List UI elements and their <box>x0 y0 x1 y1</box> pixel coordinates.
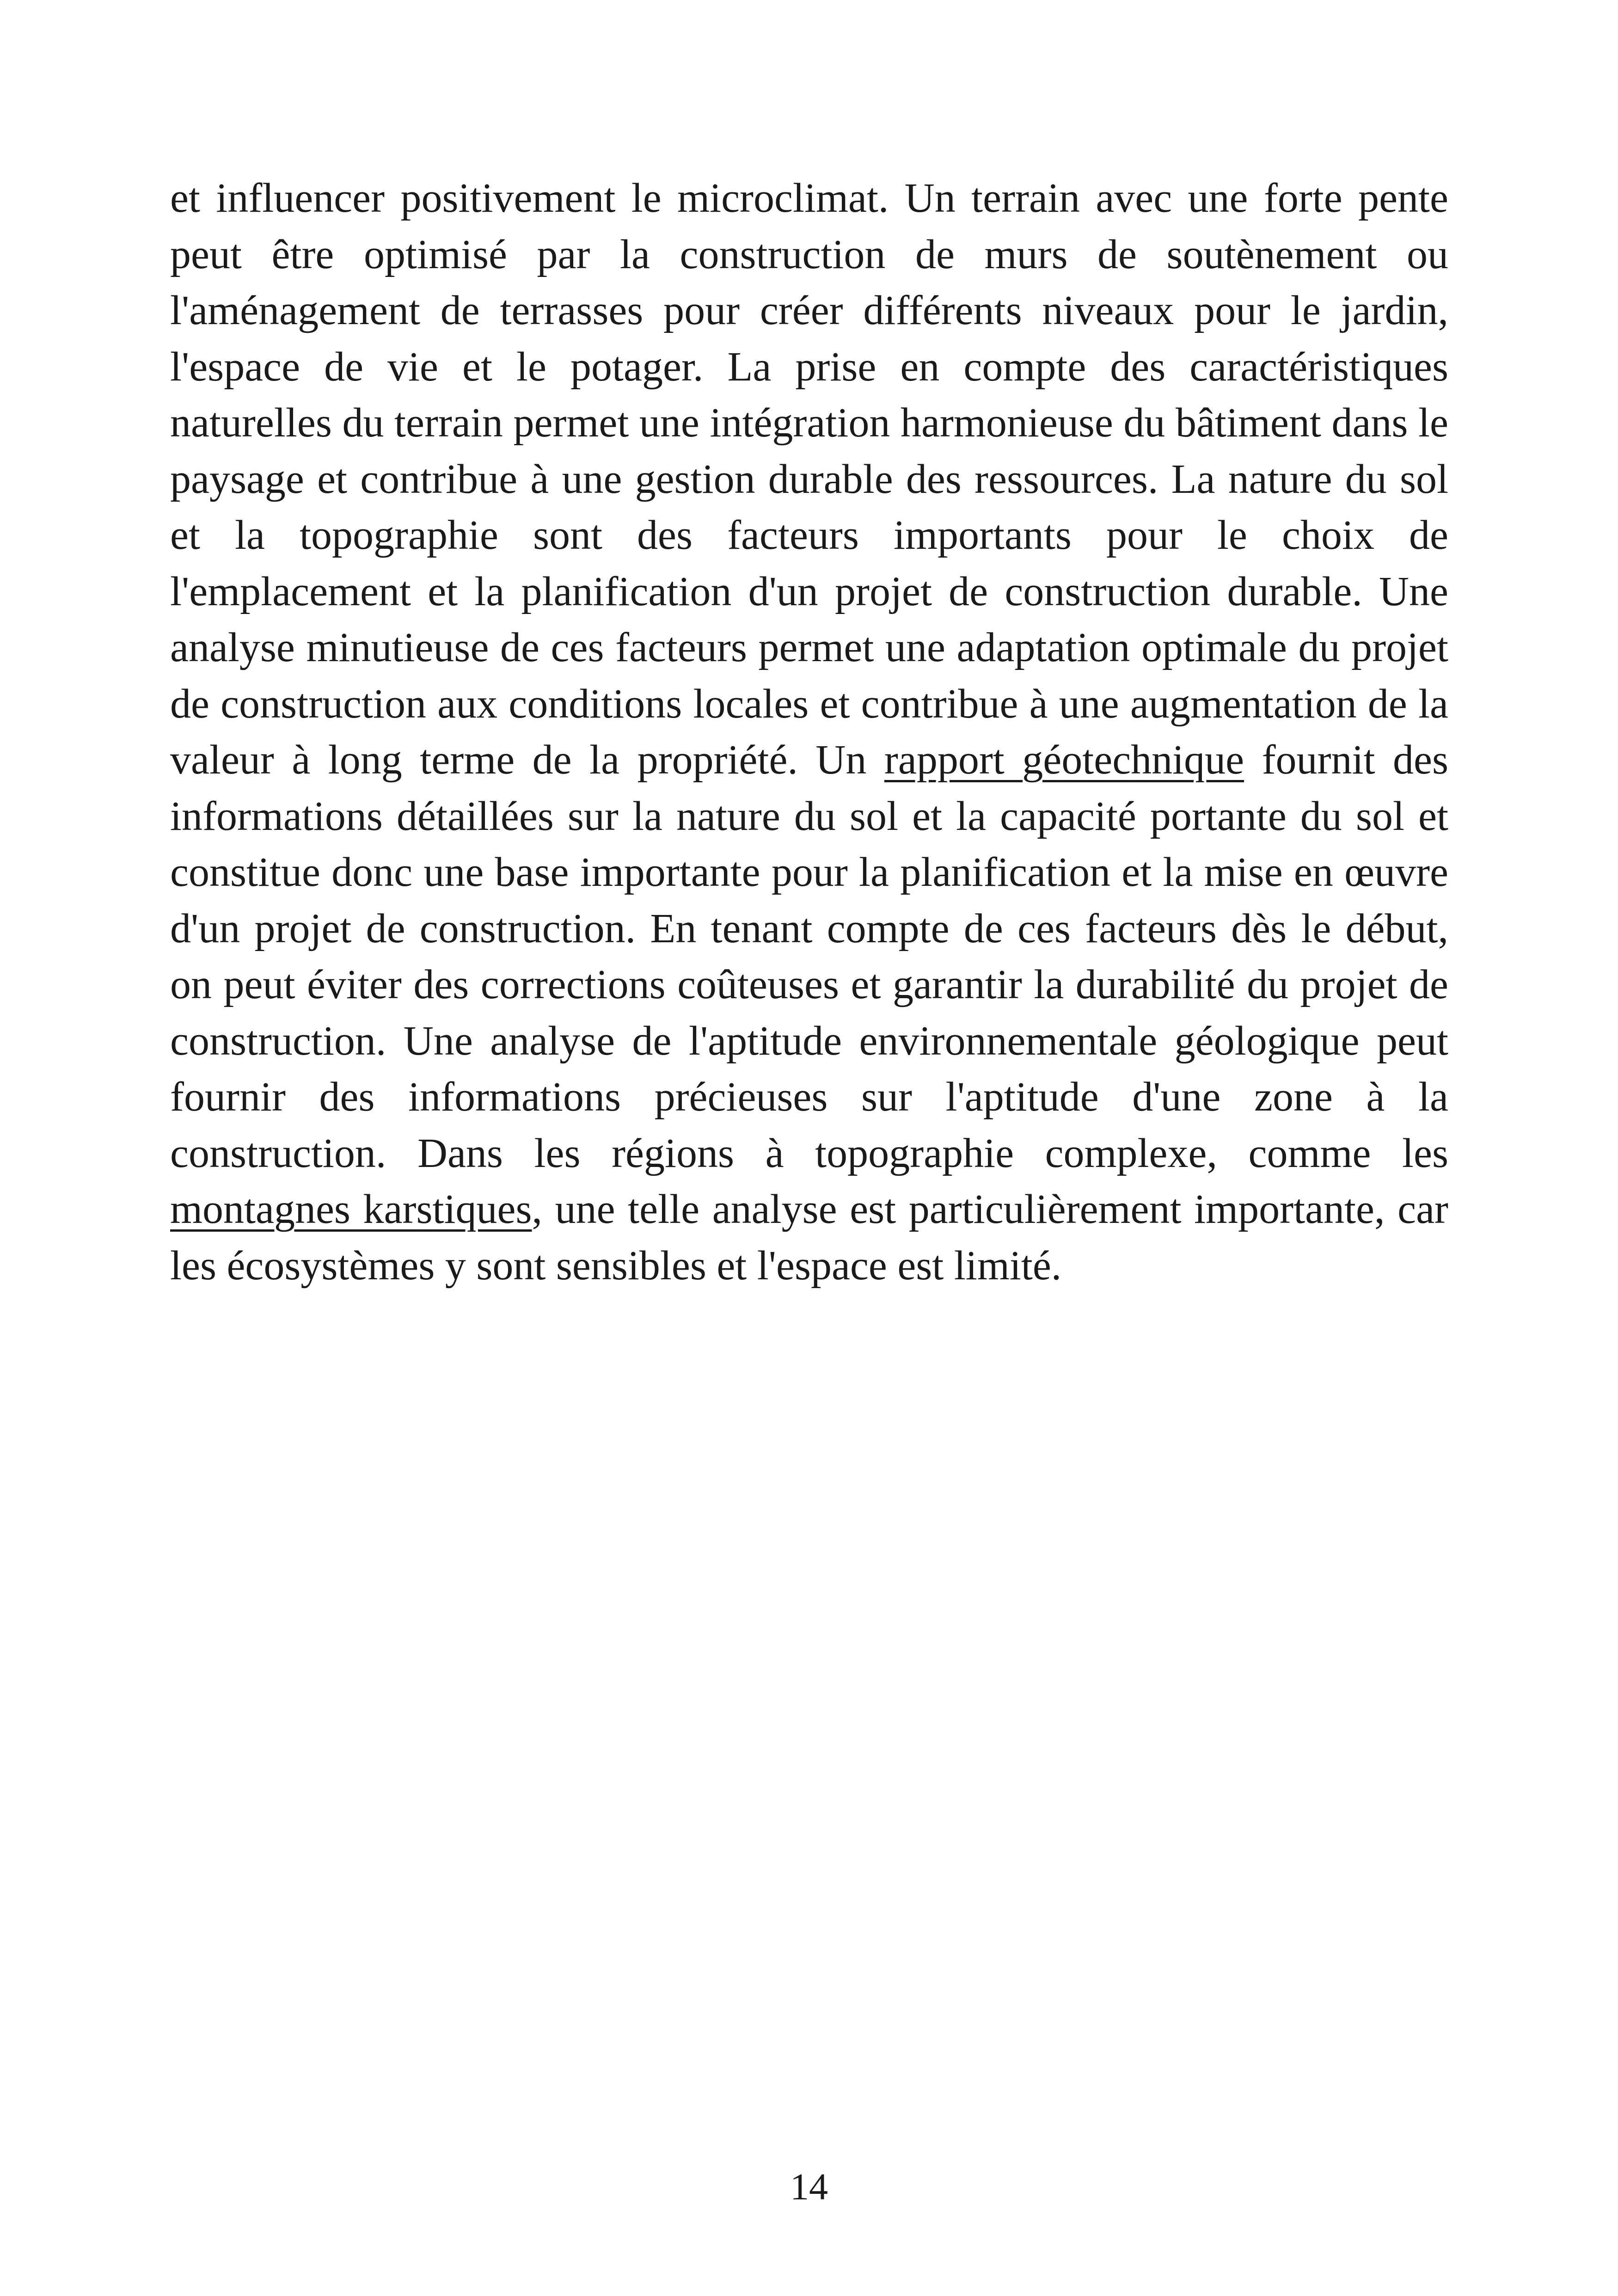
paragraph-text-2: fournit des informations détaillées sur la nature du sol et la capacité portante du sol et constitue donc une base importante pour la planification et la mise en œuvre d'un projet de construction. En tenant compte de ces facteurs dès le début, on peut éviter des corrections coûteuses et garantir la durabilité du projet de construction. Une analyse de l'aptitude environnementale géologique peut fournir des informations précieuses sur l'aptitude d'une zone à la construction. Dans les régions à topographie complexe, comme les <box>170 737 1449 1176</box>
body-paragraph <box>170 170 1448 1294</box>
paragraph-text-3: , une telle analyse est particulièrement importante, car les écosystèmes y sont sensibles et l'espace est limité. <box>170 1186 1448 1289</box>
page-number: 14 <box>790 2166 828 2208</box>
link-rapport-geotechnique[interactable]: rapport géotechnique <box>884 737 1244 783</box>
link-montagnes-karstiques[interactable]: montagnes karstiques <box>170 1186 532 1232</box>
paragraph-text-1: et influencer positivement le microclimat. Un terrain avec une forte pente peut être optimisé par la construction de murs de soutènement ou l'aménagement de terrasses pour créer différents niveaux pour le jardin, l'espace de vie et le potager. La prise en compte des caractéristiques naturelles du terrain permet une intégration harmonieuse du bâtiment dans le paysage et contribue à une gestion durable des ressources. La nature du sol et la topographie sont des facteurs importants pour le choix de l'emplacement et la planification d'un projet de construction durable. Une analyse minutieuse de ces facteurs permet une adaptation optimale du projet de construction aux conditions locales et contribue à une augmentation de la valeur à long terme de la propriété. Un <box>170 175 1448 783</box>
